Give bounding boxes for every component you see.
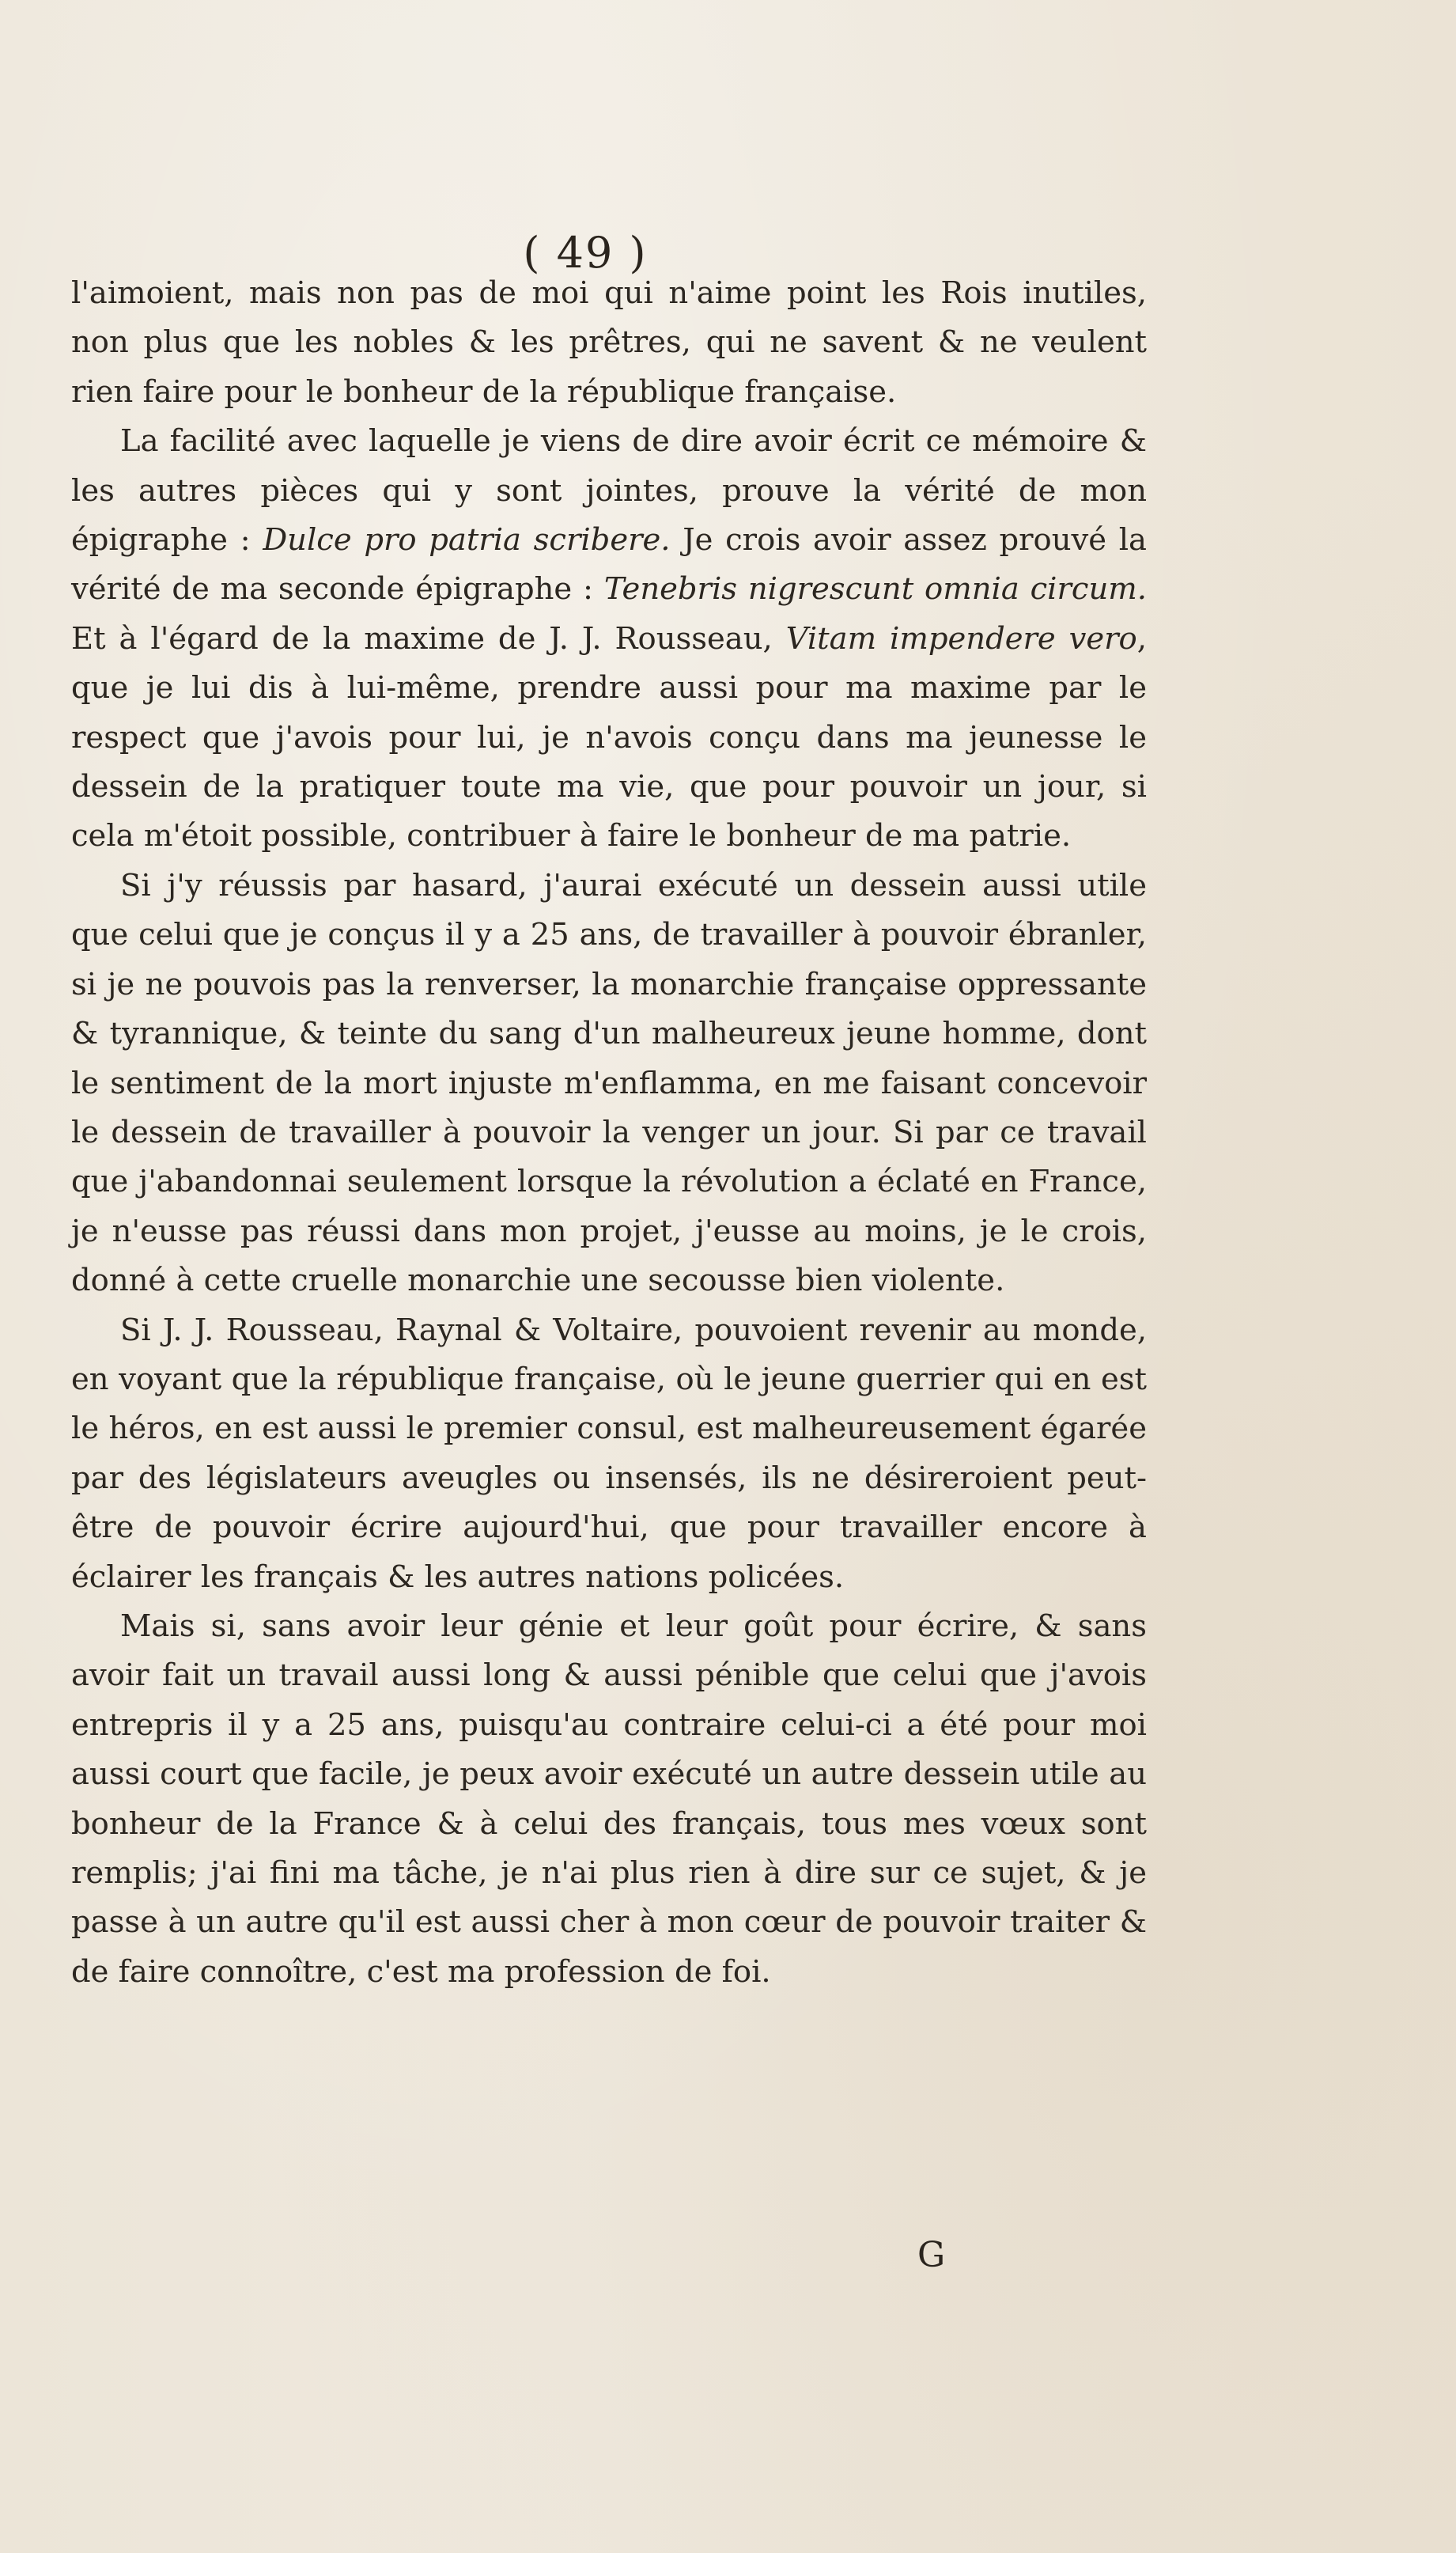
body-text: [71, 269, 1147, 1997]
paragraph-4: Si J. J. Rousseau, Raynal & Voltaire, pouvoient revenir au monde, en voyant que la république française, où le jeune guerrier qui en est le héros, en est aussi le premier consul, est malheureusement égarée par des législateurs aveugles ou insensés, ils ne désireroient peut-être de pouvoir écrire aujourd'hui, que pour travailler encore à éclairer les français & les autres nations policées.: [71, 1312, 1147, 1595]
paragraph-2: [71, 417, 1147, 862]
paragraph-3: Si j'y réussis par hasard, j'aurai exécuté un dessein aussi utile que celui que je conçus il y a 25 ans, de travailler à pouvoir ébranler, si je ne pouvois pas la renverser, la monarchie française oppressante & tyrannique, & teinte du sang d'un malheureux jeune homme, dont le sentiment de la mort injuste m'enflamma, en me faisant concevoir le dessein de travailler à pouvoir la venger un jour. Si par ce travail que j'abandonnai seulement lorsque la révolution a éclaté en France, je n'eusse pas réussi dans mon projet, j'eusse au moins, je le crois, donné à cette cruelle monarchie une secousse bien violente.: [71, 867, 1147, 1299]
paragraph-1: l'aimoient, mais non pas de moi qui n'aime point les Rois inutiles, non plus que les nobles & les prêtres, qui ne savent & ne veulent rien faire pour le bonheur de la république française.: [71, 275, 1147, 410]
signature-mark: G: [917, 2235, 946, 2275]
paragraph-5: Mais si, sans avoir leur génie et leur goût pour écrire, & sans avoir fait un travail aussi long & aussi pénible que celui que j'avois entrepris il y a 25 ans, puisqu'au contraire celui-ci a été pour moi aussi court que facile, je peux avoir exécuté un autre dessein utile au bonheur de la France & à celui des français, tous mes vœux sont remplis; j'ai fini ma tâche, je n'ai plus rien à dire sur ce sujet, & je passe à un autre qu'il est aussi cher à mon cœur de pouvoir traiter & de faire connoître, c'est ma profession de foi.: [71, 1608, 1147, 1990]
paragraph-2-text-d: , que je lui dis à lui-même, prendre aussi pour ma maxime par le respect que j'avois pour lui, je n'avois conçu dans ma jeunesse le dessein de la pratiquer toute ma vie, que pour pouvoir un jour, si cela m'étoit possible, contribuer à faire le bonheur de ma patrie.: [71, 620, 1147, 854]
paragraph-2-text-c: Et à l'égard de la maxime de J. J. Rousseau,: [71, 620, 786, 657]
paragraph-2-text-b: Je crois avoir assez prouvé la vérité de ma seconde épigraphe :: [71, 522, 1148, 608]
epigraph-1: Dulce pro patria scribere.: [263, 522, 671, 559]
rousseau-maxim: Vitam impendere vero: [785, 620, 1137, 657]
paragraph-2-text-a: La facilité avec laquelle je viens de dire avoir écrit ce mémoire & les autres pièces qui y sont jointes, prouve la vérité de mon épigraphe :: [71, 423, 1147, 559]
page-number: ( 49 ): [523, 228, 648, 278]
epigraph-2: Tenebris nigrescunt omnia circum.: [603, 571, 1147, 608]
